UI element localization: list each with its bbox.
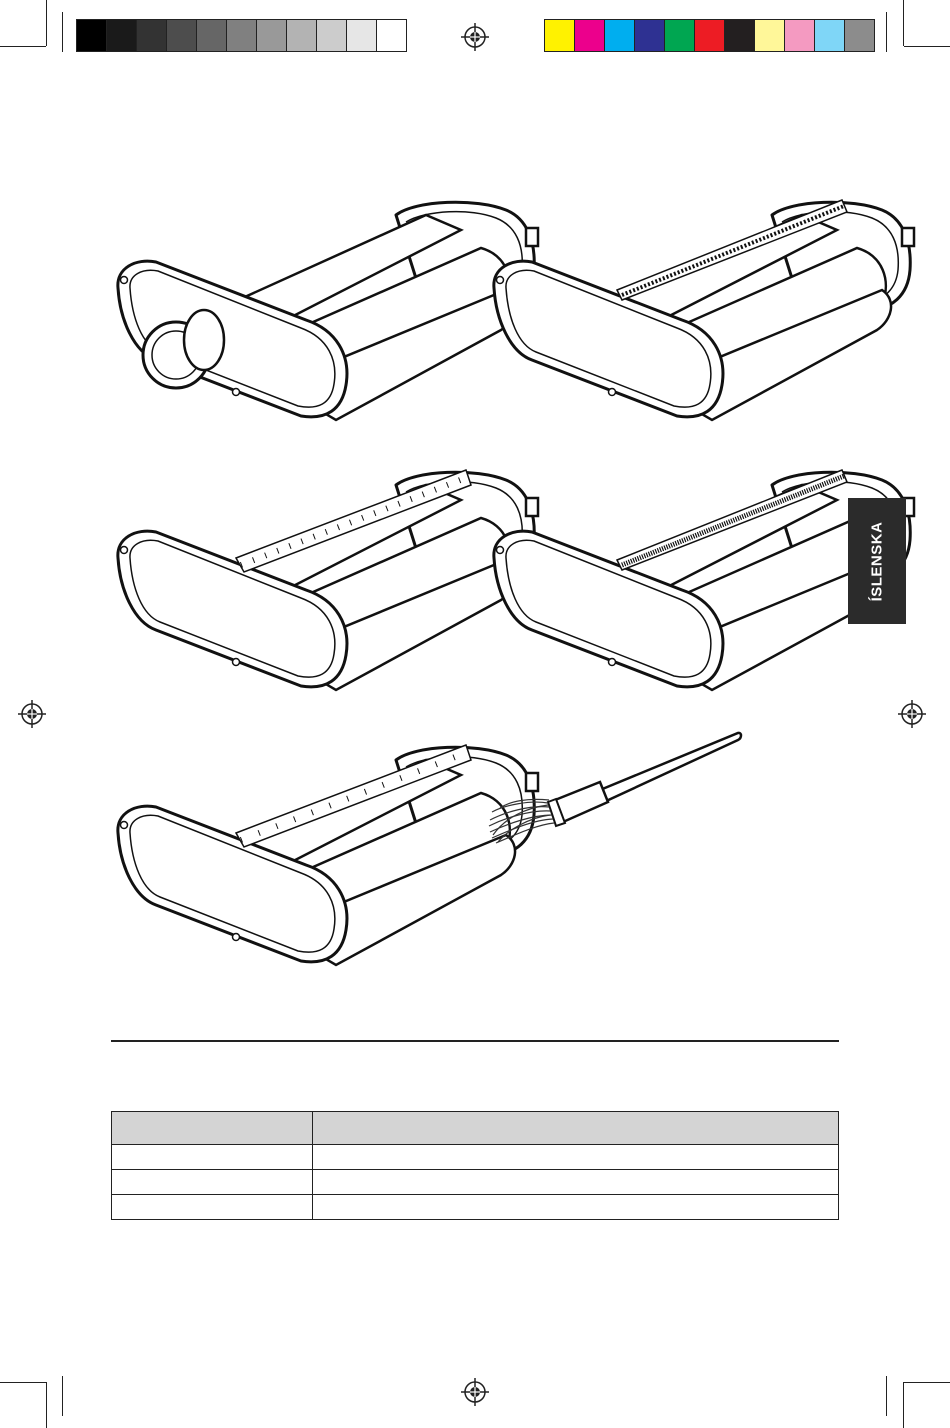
registration-mark (461, 1378, 489, 1406)
table-cell (112, 1145, 313, 1170)
table-cell (313, 1195, 839, 1220)
table-header-row (112, 1112, 839, 1145)
table-row (112, 1145, 839, 1170)
registration-mark (461, 23, 489, 51)
pappardelle-cutter-illustration (118, 745, 538, 965)
table-cell (112, 1170, 313, 1195)
fettuccine-cutter-illustration (494, 200, 914, 420)
parts-table (111, 1111, 839, 1220)
language-side-tab (848, 498, 906, 624)
pasta-sheet-roller-illustration (118, 202, 538, 420)
side-tab-label: ÍSLENSKA (868, 521, 886, 601)
table-header-cell (112, 1112, 313, 1145)
table-row (112, 1195, 839, 1220)
table-row (112, 1170, 839, 1195)
registration-mark (18, 700, 46, 728)
lasagnette-cutter-illustration (118, 470, 538, 690)
table-cell (313, 1145, 839, 1170)
section-divider (111, 1040, 839, 1042)
table-cell (112, 1195, 313, 1220)
table-cell (313, 1170, 839, 1195)
table-header-cell (313, 1112, 839, 1145)
registration-mark (898, 700, 926, 728)
